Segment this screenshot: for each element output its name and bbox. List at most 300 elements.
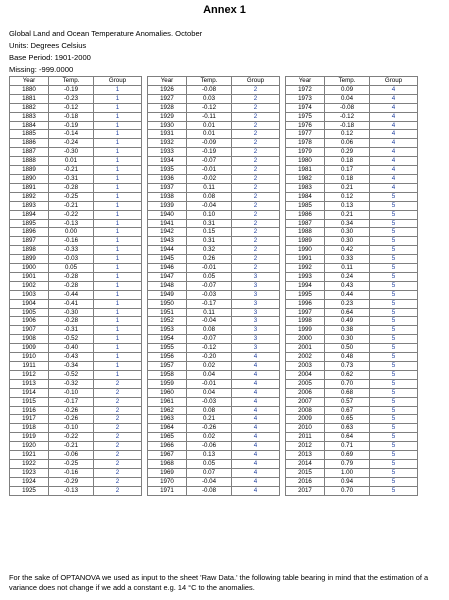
group-cell: 1 [94,326,142,335]
group-cell: 2 [94,433,142,442]
year-cell: 1917 [10,415,49,424]
group-cell: 2 [232,157,280,166]
table-row [10,442,142,451]
group-cell: 3 [232,335,280,344]
temp-cell: -0.02 [187,174,232,183]
temp-cell: 0.70 [325,486,370,495]
table-row [10,415,142,424]
temp-cell: -0.22 [49,433,94,442]
table-row [148,237,280,246]
temp-cell: -0.11 [187,112,232,121]
temp-cell: -0.28 [49,281,94,290]
table-row [148,157,280,166]
group-cell: 1 [94,370,142,379]
table-row [10,103,142,112]
year-cell: 1915 [10,397,49,406]
group-cell: 5 [370,406,418,415]
table-row [148,477,280,486]
table-row [286,264,418,273]
temp-cell: -0.31 [49,326,94,335]
table-row [286,379,418,388]
temp-cell: -0.26 [49,406,94,415]
temp-cell: -0.25 [49,459,94,468]
group-cell: 5 [370,192,418,201]
table-row [148,174,280,183]
units-line: Units: Degrees Celsius [9,41,87,50]
temp-cell: -0.32 [49,379,94,388]
group-cell: 1 [94,290,142,299]
year-cell: 1987 [286,219,325,228]
group-cell: 5 [370,424,418,433]
year-cell: 1967 [148,451,187,460]
table-row [286,148,418,157]
table-row [148,290,280,299]
year-cell: 2013 [286,451,325,460]
table-row [148,246,280,255]
temp-cell: 0.05 [49,264,94,273]
temp-cell: -0.19 [49,121,94,130]
temp-cell: 0.11 [187,183,232,192]
table-row [286,326,418,335]
temp-cell: 0.79 [325,459,370,468]
table-row [10,130,142,139]
group-cell: 1 [94,317,142,326]
temp-cell: 0.49 [325,317,370,326]
year-header: Year [148,77,187,86]
table-row [10,362,142,371]
temp-cell: 0.00 [49,228,94,237]
temp-cell: 0.31 [187,219,232,228]
table-row [10,397,142,406]
year-cell: 1958 [148,370,187,379]
group-cell: 4 [232,388,280,397]
temp-cell: 0.34 [325,219,370,228]
year-header: Year [286,77,325,86]
table-row [148,335,280,344]
group-cell: 1 [94,130,142,139]
temp-cell: -0.06 [187,442,232,451]
table-row [10,148,142,157]
year-cell: 1898 [10,246,49,255]
year-cell: 1954 [148,335,187,344]
table-row [286,112,418,121]
year-cell: 1906 [10,317,49,326]
year-cell: 1881 [10,94,49,103]
year-cell: 1970 [148,477,187,486]
table-row [286,85,418,94]
table-row [148,201,280,210]
table-row [148,272,280,281]
table-row [286,121,418,130]
table-row [10,459,142,468]
group-cell: 4 [370,139,418,148]
group-cell: 1 [94,344,142,353]
table-row [10,139,142,148]
group-header: Group [94,77,142,86]
year-cell: 1887 [10,148,49,157]
temp-cell: 0.21 [325,183,370,192]
group-cell: 5 [370,362,418,371]
year-cell: 1998 [286,317,325,326]
year-cell: 1928 [148,103,187,112]
table-row [286,201,418,210]
temp-cell: -0.06 [49,451,94,460]
year-cell: 1982 [286,174,325,183]
temp-cell: -0.17 [187,299,232,308]
table-row [148,317,280,326]
group-cell: 3 [232,272,280,281]
group-cell: 4 [232,477,280,486]
group-cell: 4 [370,174,418,183]
temp-cell: 0.04 [187,388,232,397]
year-cell: 1912 [10,370,49,379]
temp-cell: 0.11 [325,264,370,273]
missing-value-line: Missing: -999.0000 [9,65,74,74]
year-cell: 1997 [286,308,325,317]
table-row [148,130,280,139]
temp-cell: -0.26 [49,415,94,424]
year-cell: 1993 [286,272,325,281]
group-cell: 2 [232,219,280,228]
year-cell: 1984 [286,192,325,201]
year-cell: 1992 [286,264,325,273]
temp-cell: -0.07 [187,157,232,166]
year-cell: 1883 [10,112,49,121]
table-row [10,183,142,192]
table-row [148,442,280,451]
table-row [148,415,280,424]
group-cell: 2 [94,388,142,397]
year-cell: 1942 [148,228,187,237]
year-cell: 1962 [148,406,187,415]
table-row [148,379,280,388]
year-cell: 1981 [286,166,325,175]
group-cell: 5 [370,228,418,237]
temp-cell: 0.04 [325,94,370,103]
table-row [148,210,280,219]
year-cell: 1925 [10,486,49,495]
year-cell: 1905 [10,308,49,317]
year-cell: 1977 [286,130,325,139]
group-cell: 3 [232,290,280,299]
year-cell: 1965 [148,433,187,442]
temp-header: Temp. [187,77,232,86]
group-cell: 1 [94,255,142,264]
table-row [148,219,280,228]
table-row [286,255,418,264]
table-row [148,166,280,175]
temp-cell: 0.63 [325,424,370,433]
group-cell: 2 [94,442,142,451]
group-cell: 4 [232,370,280,379]
year-cell: 1894 [10,210,49,219]
temp-cell: 0.08 [187,192,232,201]
temp-cell: 0.02 [187,362,232,371]
year-cell: 1937 [148,183,187,192]
year-cell: 1892 [10,192,49,201]
group-cell: 2 [232,130,280,139]
year-cell: 2005 [286,379,325,388]
temp-cell: -0.16 [49,468,94,477]
table-row [148,183,280,192]
temp-cell: -0.03 [187,397,232,406]
table-row [10,326,142,335]
table-row [286,228,418,237]
group-cell: 5 [370,379,418,388]
temp-cell: -0.23 [49,94,94,103]
group-cell: 1 [94,112,142,121]
temp-cell: -0.07 [187,335,232,344]
table-row [148,326,280,335]
group-cell: 4 [370,103,418,112]
temp-cell: -0.25 [49,192,94,201]
year-cell: 1919 [10,433,49,442]
temp-cell: 0.31 [187,237,232,246]
year-cell: 1952 [148,317,187,326]
year-cell: 1955 [148,344,187,353]
table-row [148,433,280,442]
table-row [10,255,142,264]
year-cell: 1989 [286,237,325,246]
year-cell: 1923 [10,468,49,477]
temp-cell: 0.64 [325,308,370,317]
year-cell: 1961 [148,397,187,406]
year-cell: 1940 [148,210,187,219]
year-cell: 1888 [10,157,49,166]
footer-note: For the sake of OPTANOVA we used as input to the sheet 'Raw Data.' the following table bearing in mind that the estimation of a variance does not change if we add a constant e.g. 14 °C to the anomalies. [9,573,429,592]
group-cell: 1 [94,183,142,192]
year-cell: 1956 [148,353,187,362]
group-cell: 2 [94,477,142,486]
table-row [10,228,142,237]
group-cell: 1 [94,299,142,308]
temp-cell: -0.26 [187,424,232,433]
temperature-table-2 [147,76,280,496]
temp-cell: -0.12 [49,103,94,112]
table-row [10,85,142,94]
table-row [286,183,418,192]
group-cell: 2 [94,424,142,433]
group-cell: 3 [232,326,280,335]
temp-cell: 0.06 [325,139,370,148]
temp-cell: -0.44 [49,290,94,299]
group-cell: 4 [370,112,418,121]
table-row [10,308,142,317]
group-cell: 4 [232,406,280,415]
temp-cell: -0.24 [49,139,94,148]
temp-cell: 0.68 [325,388,370,397]
year-cell: 2001 [286,344,325,353]
temp-cell: -0.28 [49,183,94,192]
year-cell: 1964 [148,424,187,433]
group-cell: 4 [232,415,280,424]
table-row [148,228,280,237]
table-row [10,335,142,344]
year-cell: 1896 [10,228,49,237]
table-row [286,406,418,415]
table-row [10,157,142,166]
group-cell: 2 [232,112,280,121]
group-cell: 5 [370,353,418,362]
temp-cell: -0.07 [187,281,232,290]
temp-cell: -0.12 [325,112,370,121]
group-cell: 2 [94,451,142,460]
group-cell: 4 [232,353,280,362]
temperature-table-1 [9,76,142,496]
group-cell: 1 [94,148,142,157]
year-cell: 1886 [10,139,49,148]
group-cell: 2 [232,94,280,103]
temp-cell: 0.26 [187,255,232,264]
year-cell: 1910 [10,353,49,362]
group-cell: 5 [370,281,418,290]
temp-cell: 0.65 [325,415,370,424]
temp-cell: 0.08 [187,406,232,415]
table-row [10,192,142,201]
temp-cell: -0.31 [49,174,94,183]
year-cell: 1988 [286,228,325,237]
table-row [148,388,280,397]
group-cell: 5 [370,451,418,460]
group-cell: 1 [94,157,142,166]
year-cell: 1994 [286,281,325,290]
group-cell: 4 [370,148,418,157]
group-cell: 5 [370,459,418,468]
temp-cell: 0.32 [187,246,232,255]
group-cell: 5 [370,246,418,255]
table-row [286,486,418,495]
year-cell: 2014 [286,459,325,468]
temp-cell: -0.01 [187,379,232,388]
group-cell: 1 [94,94,142,103]
year-cell: 1945 [148,255,187,264]
table-row [10,121,142,130]
table-row [148,281,280,290]
table-row [10,264,142,273]
year-cell: 1950 [148,299,187,308]
table-row [10,237,142,246]
year-cell: 1999 [286,326,325,335]
table-row [286,344,418,353]
table-row [10,353,142,362]
temp-cell: 0.02 [187,433,232,442]
temp-cell: -0.09 [187,139,232,148]
group-cell: 5 [370,370,418,379]
year-cell: 1938 [148,192,187,201]
group-cell: 4 [232,486,280,495]
group-cell: 1 [94,353,142,362]
group-cell: 5 [370,317,418,326]
year-cell: 1944 [148,246,187,255]
table-row [286,424,418,433]
year-cell: 1946 [148,264,187,273]
table-row [148,362,280,371]
group-cell: 1 [94,174,142,183]
group-cell: 5 [370,442,418,451]
group-cell: 1 [94,308,142,317]
temp-cell: 0.09 [325,85,370,94]
temp-cell: -0.19 [187,148,232,157]
temp-cell: 0.13 [325,201,370,210]
year-cell: 1948 [148,281,187,290]
group-cell: 4 [370,94,418,103]
group-cell: 2 [232,148,280,157]
group-cell: 5 [370,299,418,308]
table-row [10,201,142,210]
year-cell: 1939 [148,201,187,210]
year-cell: 1913 [10,379,49,388]
temp-cell: -0.34 [49,362,94,371]
group-cell: 4 [370,130,418,139]
table-row [286,317,418,326]
year-cell: 1932 [148,139,187,148]
year-cell: 1986 [286,210,325,219]
group-cell: 5 [370,344,418,353]
table-row [10,317,142,326]
group-cell: 1 [94,103,142,112]
table-row [148,308,280,317]
temp-cell: 0.44 [325,290,370,299]
year-cell: 1934 [148,157,187,166]
table-row [148,299,280,308]
group-cell: 1 [94,139,142,148]
year-cell: 1897 [10,237,49,246]
table-row [286,353,418,362]
temp-cell: -0.14 [49,130,94,139]
temp-cell: -0.03 [49,255,94,264]
year-cell: 1996 [286,299,325,308]
temp-cell: 0.01 [187,130,232,139]
temp-cell: -0.04 [187,201,232,210]
table-row [286,290,418,299]
table-row [148,424,280,433]
table-row [148,344,280,353]
year-cell: 1889 [10,166,49,175]
group-cell: 5 [370,335,418,344]
year-cell: 1979 [286,148,325,157]
table-row [148,468,280,477]
year-cell: 1895 [10,219,49,228]
temp-cell: 0.71 [325,442,370,451]
year-cell: 1911 [10,362,49,371]
year-cell: 1930 [148,121,187,130]
group-cell: 4 [232,442,280,451]
group-cell: 4 [370,166,418,175]
year-cell: 1921 [10,451,49,460]
table-row [148,451,280,460]
temp-cell: 0.33 [325,255,370,264]
group-cell: 1 [94,335,142,344]
group-cell: 2 [232,201,280,210]
group-cell: 1 [94,201,142,210]
group-cell: 5 [370,415,418,424]
year-cell: 1969 [148,468,187,477]
temp-cell: 0.29 [325,148,370,157]
year-cell: 2008 [286,406,325,415]
year-cell: 1901 [10,272,49,281]
year-cell: 1899 [10,255,49,264]
year-cell: 1963 [148,415,187,424]
group-cell: 2 [94,459,142,468]
year-cell: 1943 [148,237,187,246]
year-cell: 1949 [148,290,187,299]
table-row [286,451,418,460]
group-cell: 2 [94,379,142,388]
temp-cell: -0.30 [49,148,94,157]
temp-cell: 0.03 [187,94,232,103]
table-row [148,397,280,406]
year-cell: 1916 [10,406,49,415]
